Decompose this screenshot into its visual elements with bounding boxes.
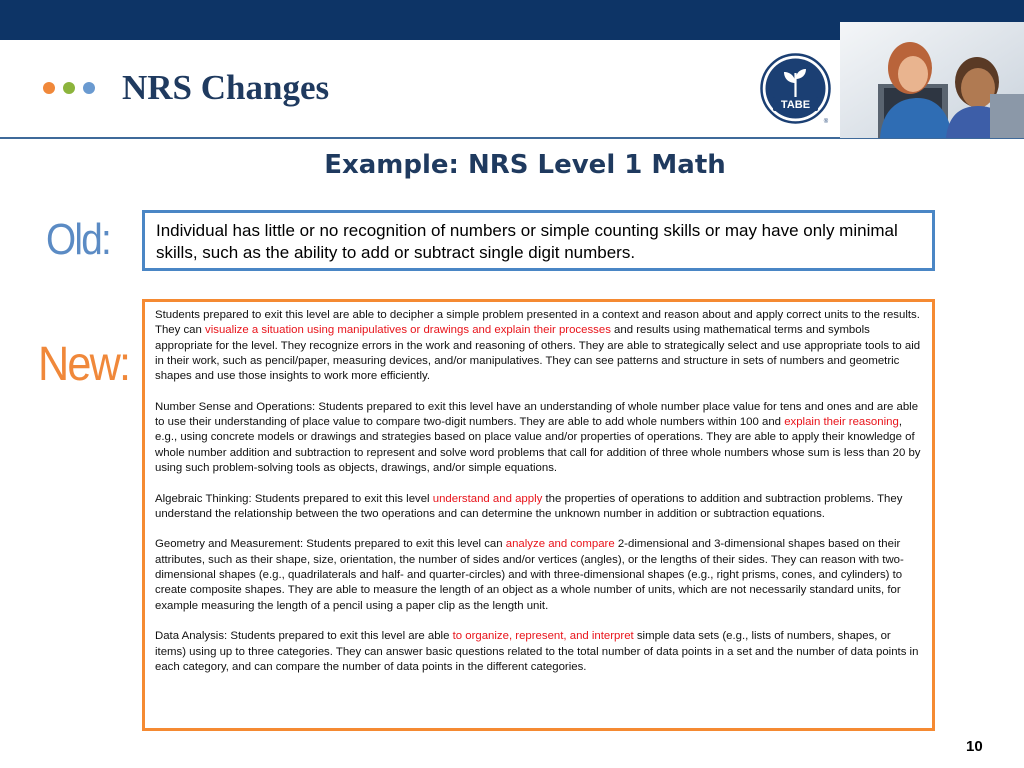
highlight-text: explain their reasoning: [784, 416, 899, 429]
green-dot-icon: [63, 82, 75, 94]
highlight-text: analyze and compare: [505, 538, 615, 551]
old-definition-box: [142, 210, 935, 271]
tabe-logo: [760, 53, 831, 124]
old-definition-text: Individual has little or no recognition of numbers or simple counting skills or may have only minimal skills, such as the ability to add or subtract single digit numbers.: [156, 221, 898, 262]
svg-text:®: ®: [823, 119, 829, 124]
old-label: Old:: [46, 215, 110, 264]
new-paragraph-overview: Students prepared to exit this level are able to decipher a simple problem presented in a context and reason about and apply correct units to the results. They can visualize a situation using manipulatives or drawings and explain their processes and results using mathematical terms and symbols appropriate for the level. They recognize errors in the work and reasoning of others. They are able to strategically select and use appropriate tools to aid in their work, such as pencil/paper, measuring devices, and/or manipulatives. They can see patterns and structure in sets of numbers and geometric shapes and use those insights to work more efficiently.: [155, 309, 921, 383]
new-label: New:: [38, 338, 130, 391]
new-paragraph-number-sense: Number Sense and Operations: Students prepared to exit this level have an understanding of whole number place value for tens and ones and are able to use their understanding of place value to compare two-digit numbers. They are able to add whole numbers within 100 and explain their reasoning, e.g., using concrete models or drawings and strategies based on place value and/or properties of operations. They are able to apply their knowledge of whole number addition and subtraction to represent and solve word problems that call for addition of three whole numbers whose sum is less than 20 by using such problem-solving tools as objects, drawings, and/or simple equations.: [155, 400, 921, 474]
blue-dot-icon: [83, 82, 95, 94]
new-paragraph-data-analysis: Data Analysis: Students prepared to exit this level are able to organize, represent, and interpret simple data sets (e.g., lists of numbers, shapes, or items) using up to three categories. They can answer basic questions related to the total number of data points in a set and the number of data points in each category, and can compare the number of data points in the different categories.: [155, 630, 919, 673]
slide-subtitle: Example: NRS Level 1 Math: [324, 150, 726, 180]
new-definition-box: [142, 299, 935, 731]
highlight-text: to organize, represent, and interpret: [452, 630, 634, 643]
new-paragraph-geometry: Geometry and Measurement: Students prepared to exit this level can analyze and compare 2-dimensional and 3-dimensional shapes based on their attributes, such as their shape, size, orientation, the number of sides and/or vertices (angles), or the lengths of their sides. They can reason with two-dimensional shapes (e.g., quadrilaterals and half- and quarter-circles) and with three-dimensional shapes (e.g., right prisms, cones, and cylinders) to create composite shapes. They are able to measure the length of an object as a whole number of units, which are not necessarily standard units, for example measuring the length of a pencil using a paper clip as the length unit.: [155, 538, 904, 612]
highlight-text: visualize a situation using manipulatives or drawings and explain their processes: [205, 324, 611, 337]
highlight-text: understand and apply: [432, 492, 543, 505]
new-paragraph-algebraic-thinking: Algebraic Thinking: Students prepared to exit this level understand and apply the properties of operations to addition and subtraction problems. They understand the relationship between the two operations and can determine the unknown number in addition or subtraction equations.: [155, 492, 903, 520]
orange-dot-icon: [43, 82, 55, 94]
page-number: 10: [966, 738, 983, 755]
slide-title: NRS Changes: [122, 68, 330, 107]
tabe-logo-text: TABE: [780, 99, 811, 111]
people-photo: [840, 22, 1024, 138]
decorative-dots: [43, 82, 95, 94]
